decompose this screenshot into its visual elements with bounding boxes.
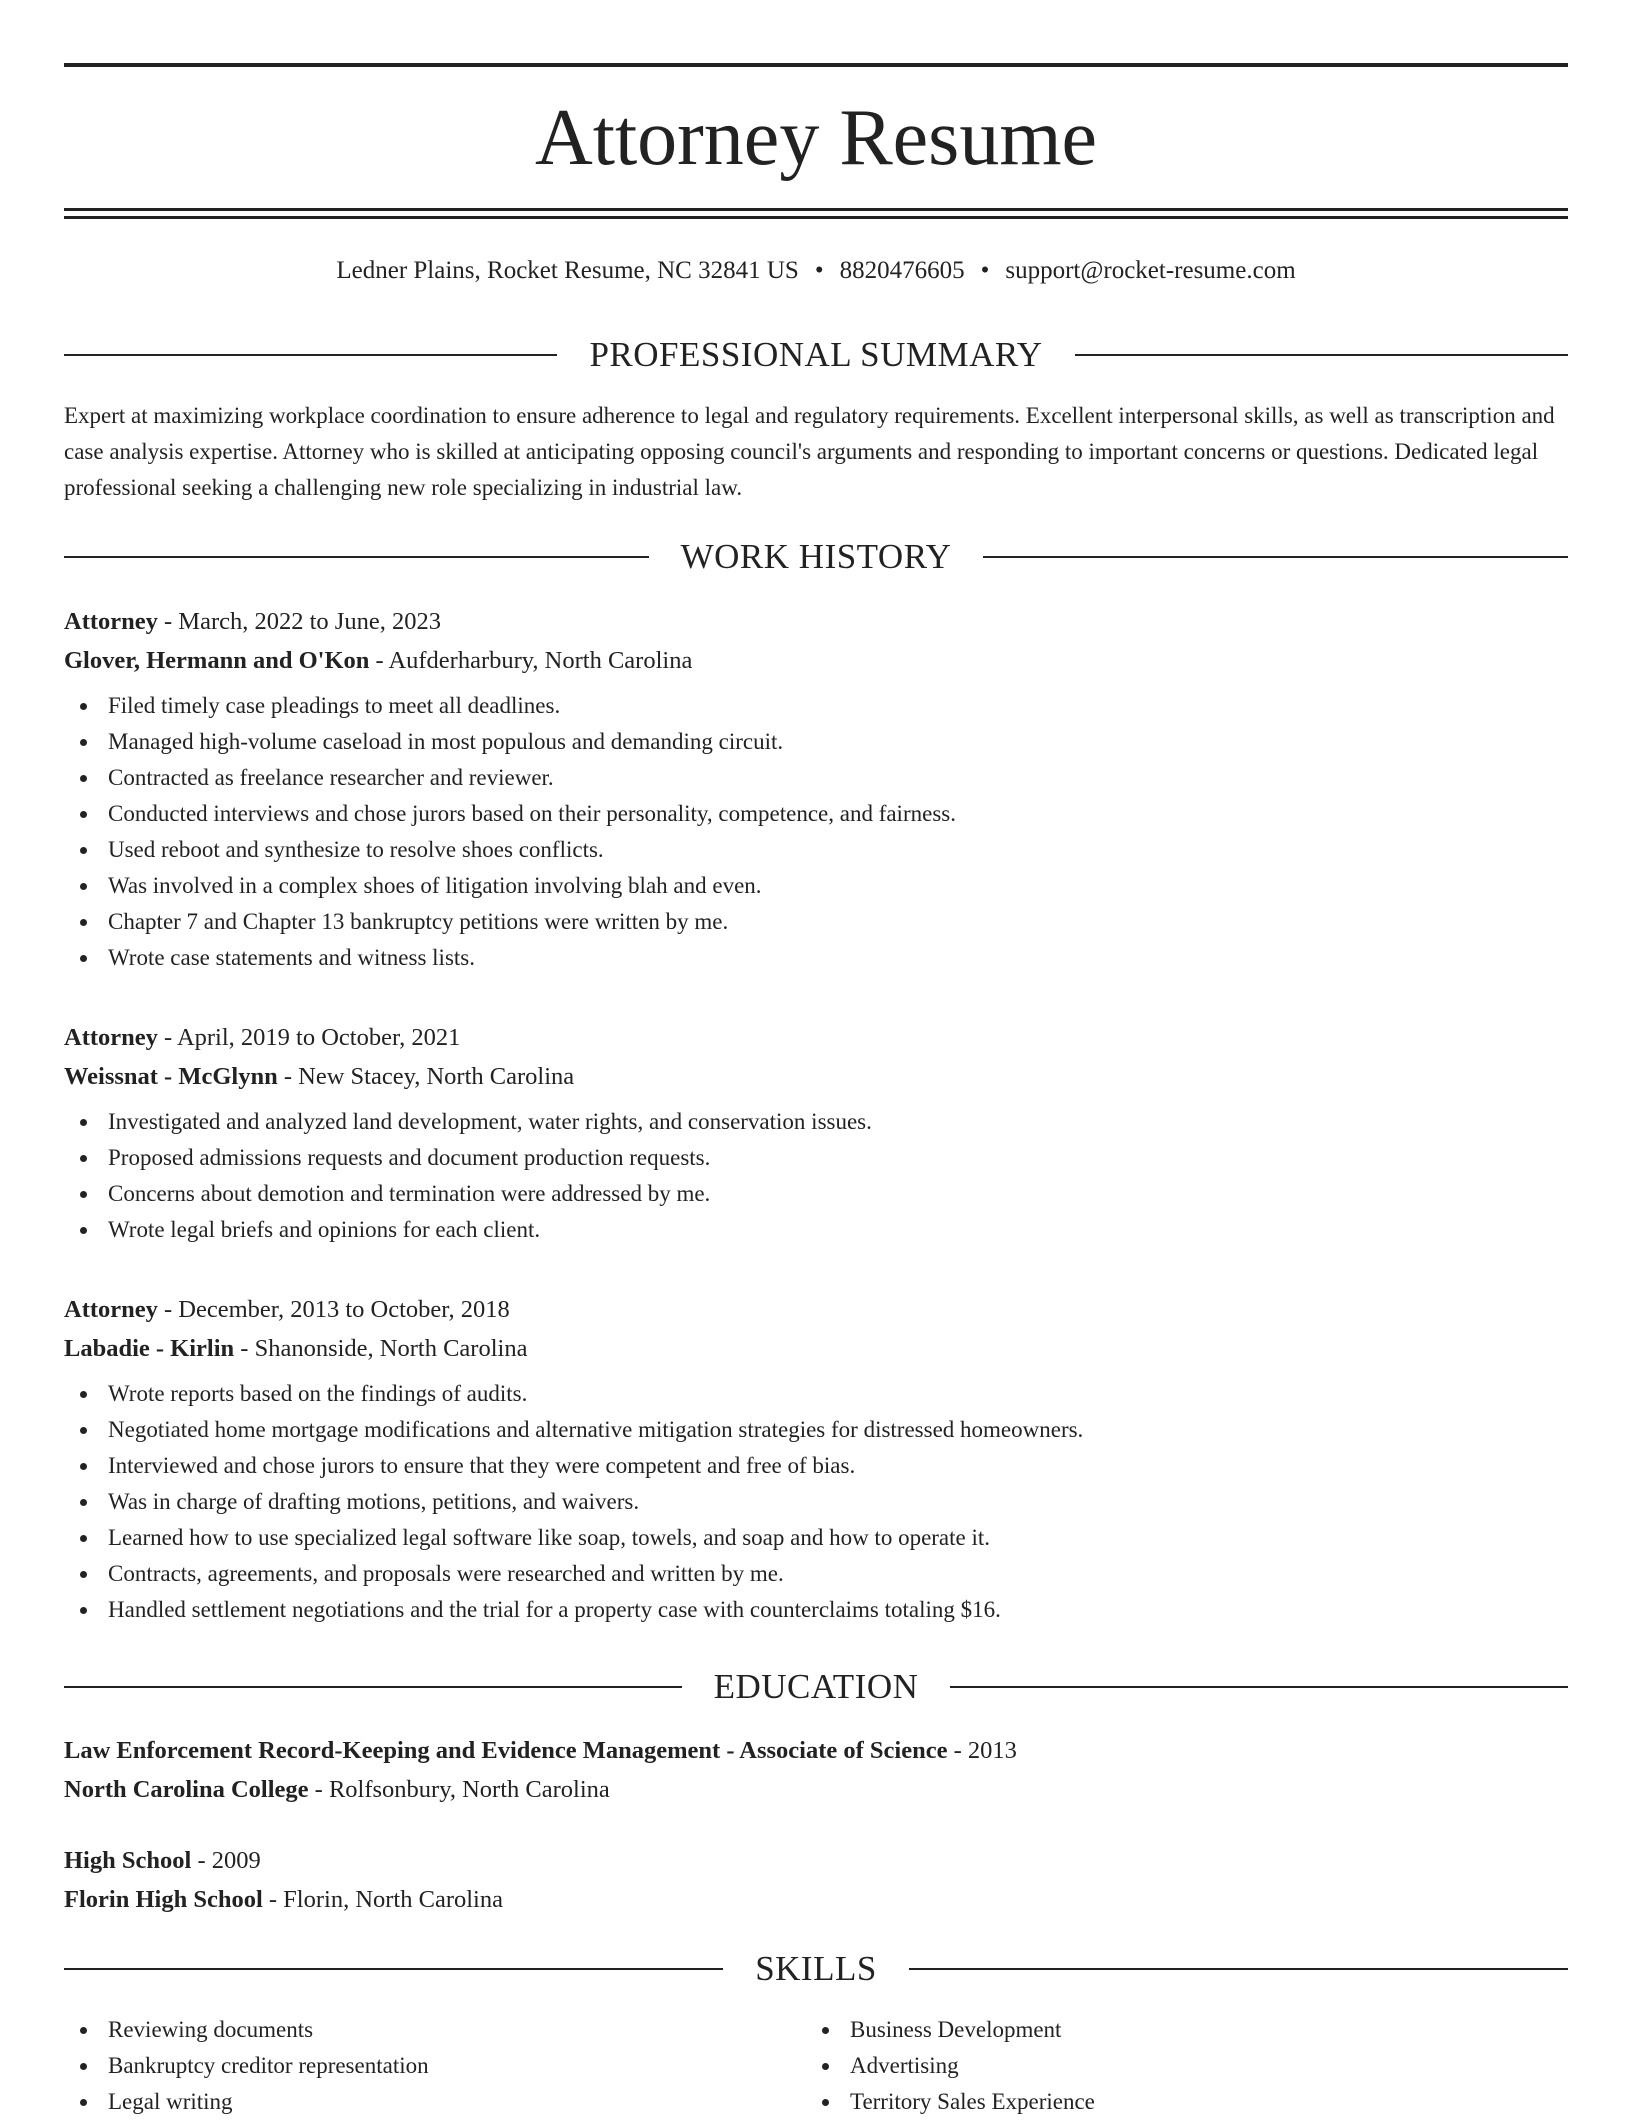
heading-rule (64, 1686, 682, 1688)
job-entry (64, 1290, 1568, 1628)
list-item: Conducted interviews and chose jurors based on their personality, competence, and fairness. (64, 796, 1568, 832)
education-degree: Law Enforcement Record-Keeping and Evidence Management - Associate of Science (64, 1737, 948, 1764)
job-company-line (64, 1057, 1568, 1096)
contact-line (64, 254, 1568, 288)
education-year: - 2009 (191, 1847, 261, 1874)
list-item: Chapter 7 and Chapter 13 bankruptcy petitions were written by me. (64, 904, 1568, 940)
list-item: Business Development (806, 2012, 1548, 2048)
contact-address: Ledner Plains, Rocket Resume, NC 32841 US (336, 257, 799, 284)
skills-column-left (64, 2012, 806, 2120)
job-title-line (64, 1018, 1568, 1057)
job-title: Attorney (64, 608, 158, 635)
section-heading-summary (64, 332, 1568, 378)
contact-separator: • (814, 257, 824, 284)
heading-rule (64, 1968, 723, 1970)
education-degree: High School (64, 1847, 192, 1874)
job-dates: - April, 2019 to October, 2021 (157, 1024, 461, 1051)
heading-rule (950, 1686, 1568, 1688)
summary-paragraph: Expert at maximizing workplace coordination to ensure adherence to legal and regulatory requirements. Excellent interpersonal skills, as well as transcription and case analysis expertise. Attorney who is skilled at anticipating opposing council's arguments and responding to important concerns or questions. Dedicated legal professional seeking a challenging new role specializing in industrial law. (64, 403, 1555, 500)
list-item: Handled settlement negotiations and the trial for a property case with counterclaims totaling $16. (64, 1592, 1568, 1628)
education-degree-line (64, 1731, 1568, 1770)
list-item: Investigated and analyzed land development, water rights, and conservation issues. (64, 1104, 1568, 1140)
list-item: Filed timely case pleadings to meet all deadlines. (64, 688, 1568, 724)
list-item: Used reboot and synthesize to resolve shoes conflicts. (64, 832, 1568, 868)
education-school-line (64, 1880, 1568, 1919)
job-title-line (64, 602, 1568, 641)
list-item: Managed high-volume caseload in most populous and demanding circuit. (64, 724, 1568, 760)
section-title: EDUCATION (713, 1667, 919, 1706)
top-rule (64, 63, 1568, 67)
list-item: Interviewed and chose jurors to ensure that they were competent and free of bias. (64, 1448, 1568, 1484)
list-item: Advertising (806, 2048, 1548, 2084)
job-entry (64, 602, 1568, 976)
job-title: Attorney (64, 1296, 158, 1323)
heading-rule (1075, 354, 1568, 356)
list-item: Territory Sales Experience (806, 2084, 1548, 2120)
contact-separator: • (980, 257, 990, 284)
skills-bullets (64, 2012, 806, 2120)
list-item: Was in charge of drafting motions, petitions, and waivers. (64, 1484, 1568, 1520)
list-item: Negotiated home mortgage modifications and alternative mitigation strategies for distressed homeowners. (64, 1412, 1568, 1448)
job-dates: - March, 2022 to June, 2023 (157, 608, 441, 635)
job-company: Labadie - Kirlin (64, 1335, 235, 1362)
list-item: Concerns about demotion and termination were addressed by me. (64, 1176, 1568, 1212)
contact-phone: 8820476605 (839, 257, 965, 284)
section-title: PROFESSIONAL SUMMARY (589, 335, 1043, 374)
heading-rule (909, 1968, 1568, 1970)
job-entry (64, 1018, 1568, 1248)
job-bullets (64, 688, 1568, 976)
contact-email: support@rocket-resume.com (1005, 257, 1296, 284)
job-company: Glover, Hermann and O'Kon (64, 647, 370, 674)
skills-bullets (806, 2012, 1548, 2120)
job-bullets (64, 1104, 1568, 1248)
section-heading-skills (64, 1946, 1568, 1992)
section-title: WORK HISTORY (680, 537, 952, 576)
section-heading-work-history (64, 534, 1568, 580)
list-item: Wrote reports based on the findings of audits. (64, 1376, 1568, 1412)
job-location: - Aufderharbury, North Carolina (369, 647, 693, 674)
job-bullets (64, 1376, 1568, 1628)
list-item: Bankruptcy creditor representation (64, 2048, 806, 2084)
job-dates: - December, 2013 to October, 2018 (157, 1296, 510, 1323)
list-item: Was involved in a complex shoes of litigation involving blah and even. (64, 868, 1568, 904)
job-location: - Shanonside, North Carolina (234, 1335, 528, 1362)
skills-list (64, 2012, 1568, 2120)
title-rule-upper (64, 208, 1568, 211)
job-company-line (64, 641, 1568, 680)
list-item: Wrote case statements and witness lists. (64, 940, 1568, 976)
education-location: - Florin, North Carolina (262, 1886, 503, 1913)
job-title: Attorney (64, 1024, 158, 1051)
skills-column-right (806, 2012, 1548, 2120)
heading-rule (64, 354, 557, 356)
list-item: Contracts, agreements, and proposals were researched and written by me. (64, 1556, 1568, 1592)
section-title: SKILLS (755, 1949, 877, 1988)
education-degree-line (64, 1841, 1568, 1880)
education-school: North Carolina College (64, 1776, 309, 1803)
heading-rule (64, 556, 649, 558)
education-school-line (64, 1770, 1568, 1809)
list-item: Contracted as freelance researcher and reviewer. (64, 760, 1568, 796)
heading-rule (983, 556, 1568, 558)
education-location: - Rolfsonbury, North Carolina (308, 1776, 610, 1803)
education-entry (64, 1731, 1568, 1809)
job-title-line (64, 1290, 1568, 1329)
education-school: Florin High School (64, 1886, 263, 1913)
job-location: - New Stacey, North Carolina (277, 1063, 575, 1090)
list-item: Reviewing documents (64, 2012, 806, 2048)
title-rule-lower (64, 216, 1568, 219)
list-item: Learned how to use specialized legal software like soap, towels, and soap and how to operate it. (64, 1520, 1568, 1556)
job-company: Weissnat - McGlynn (64, 1063, 278, 1090)
list-item: Proposed admissions requests and document production requests. (64, 1140, 1568, 1176)
education-year: - 2013 (947, 1737, 1017, 1764)
section-heading-education (64, 1664, 1568, 1710)
list-item: Legal writing (64, 2084, 806, 2120)
education-entry (64, 1841, 1568, 1919)
list-item: Wrote legal briefs and opinions for each client. (64, 1212, 1568, 1248)
page-title: Attorney Resume (534, 94, 1098, 182)
job-company-line (64, 1329, 1568, 1368)
